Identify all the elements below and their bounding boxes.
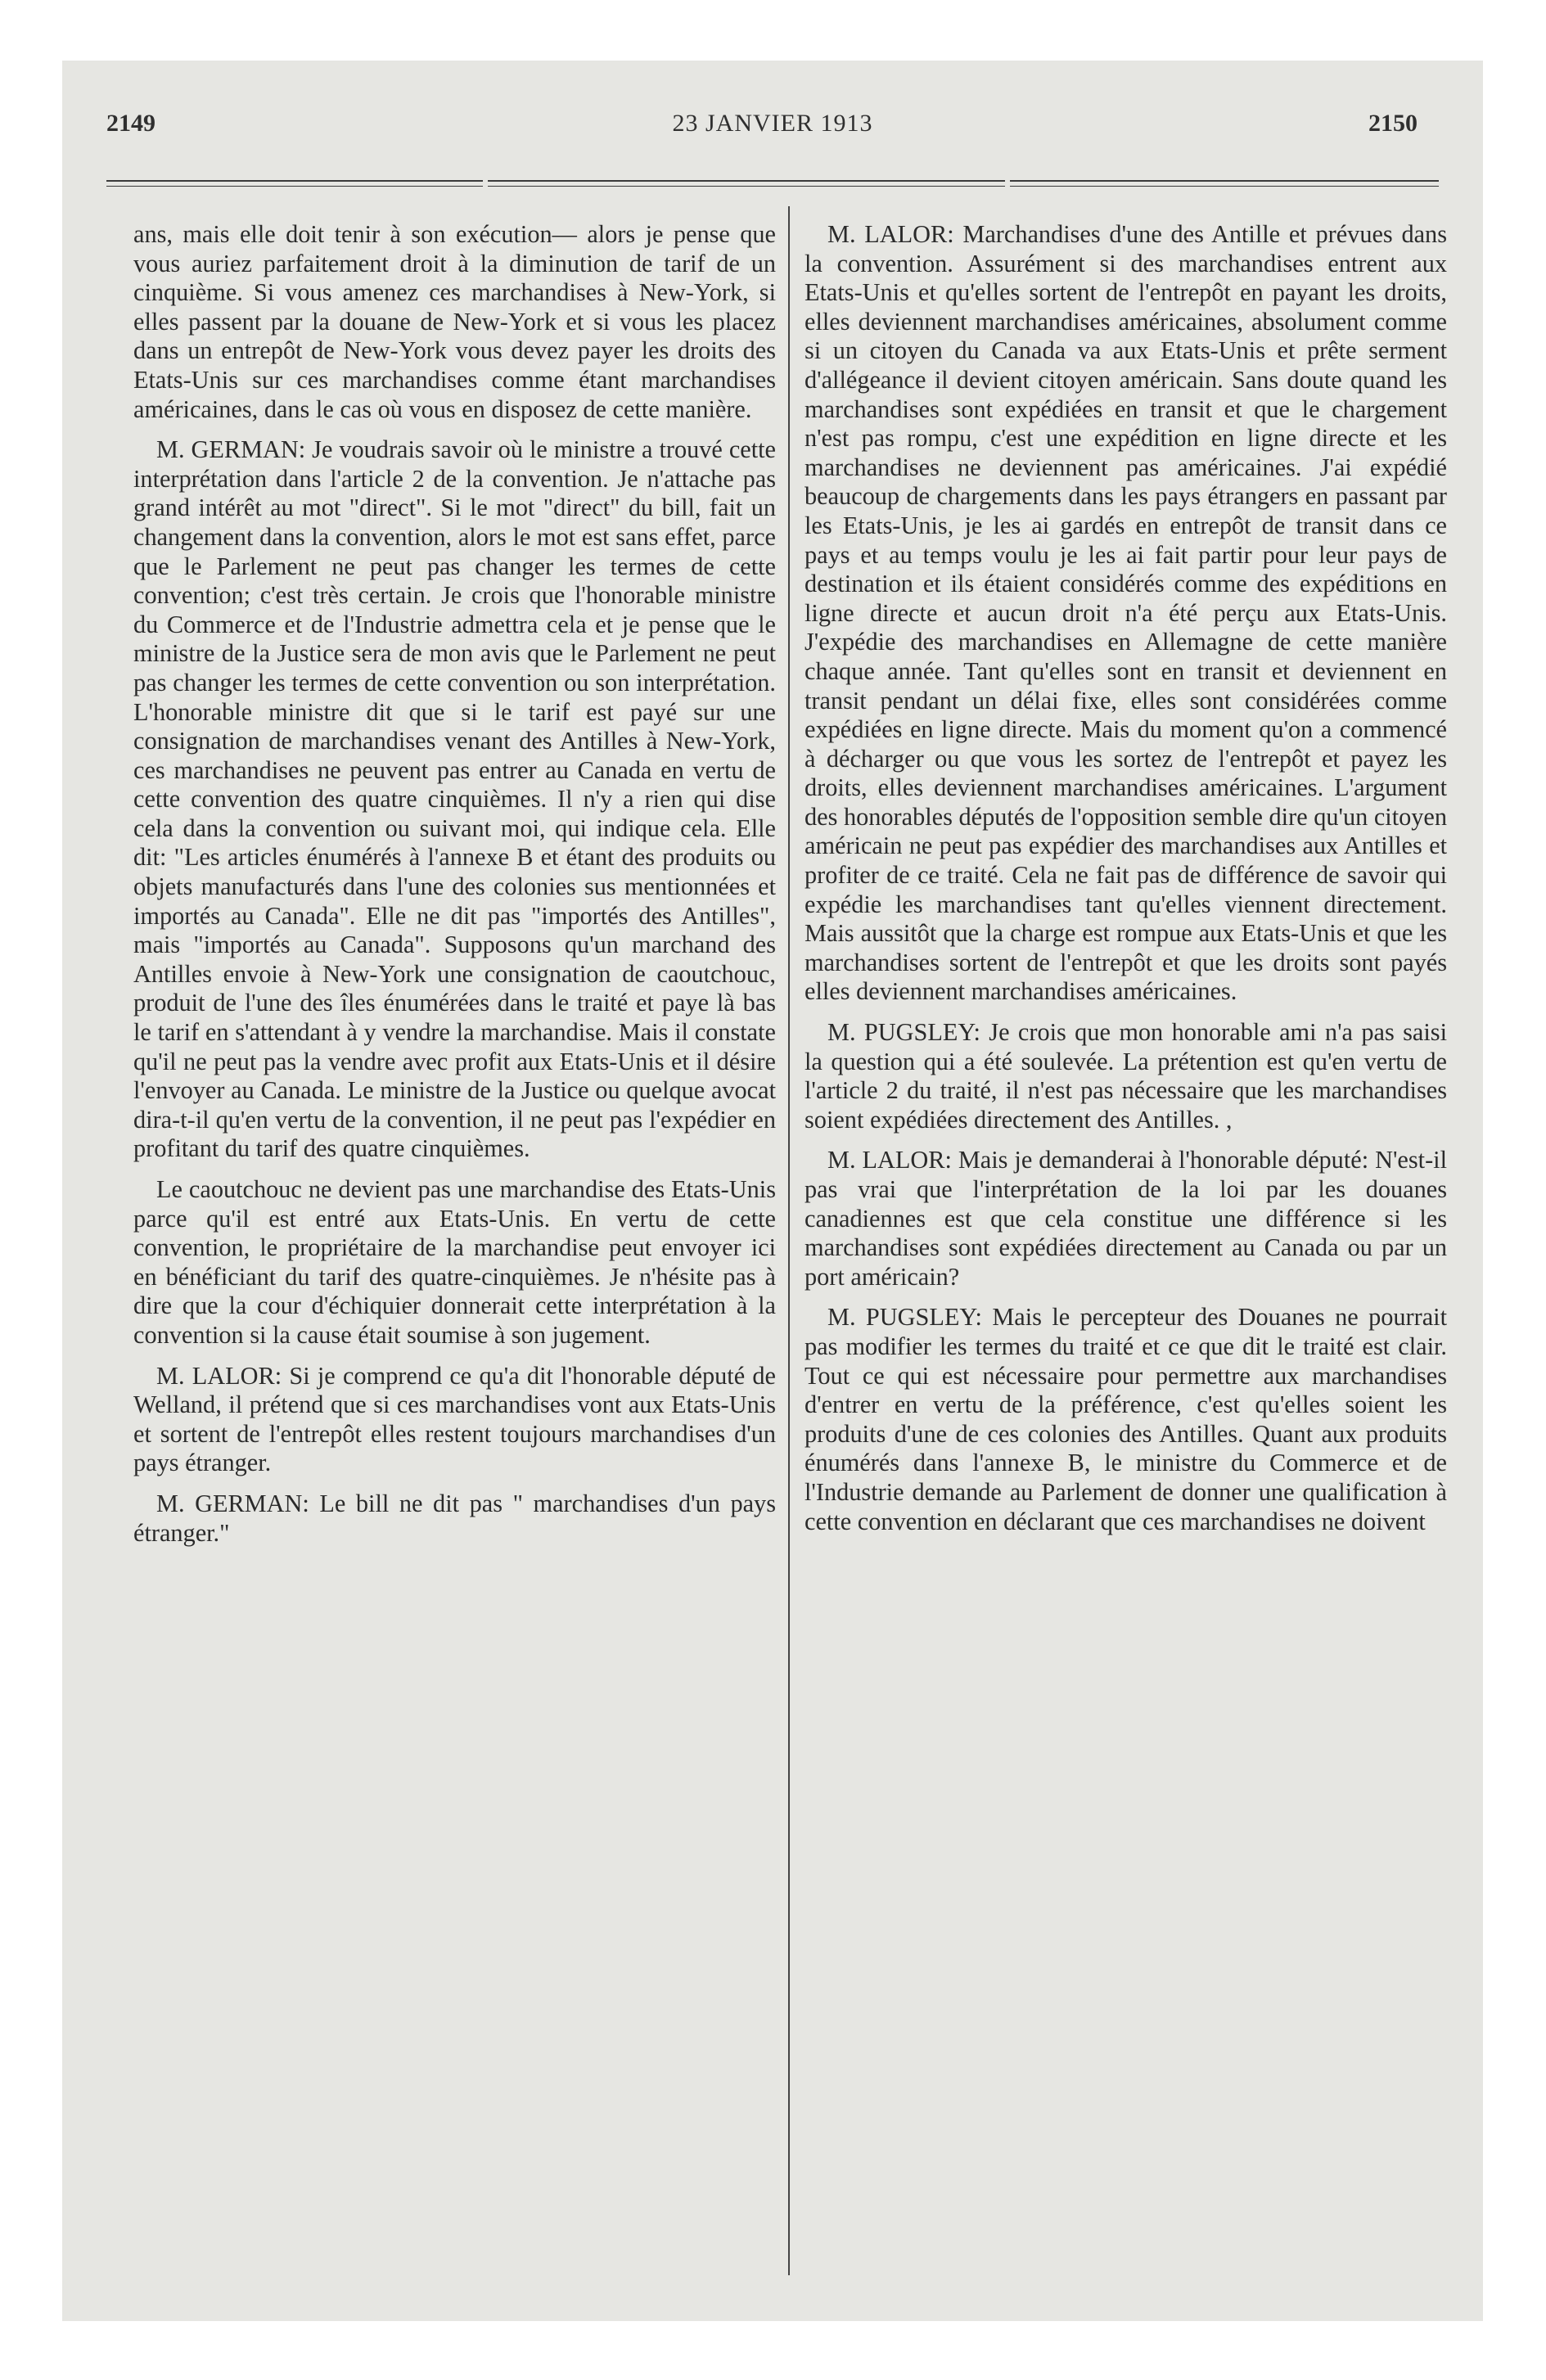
header-rule-middle xyxy=(488,180,1005,182)
page-header xyxy=(62,110,1483,151)
paragraph: M. LALOR: Marchandises d'une des Antille et prévues dans la convention. Assurément si des marchandises entrent aux Etats-Unis et qu'elles sortent de l'entrepôt en payant les droits, elles deviennent marchandises américaines, absolument comme si un citoyen du Canada va aux Etats-Unis et prête serment d'allégeance il devient citoyen américain. Sans doute quand les marchandises sont expédiées en transit et que le chargement n'est pas rompu, c'est une expédition en ligne directe et les marchandises ne deviennent pas américaines. J'ai expédié beaucoup de chargements dans les pays étrangers en passant par les Etats-Unis, je les ai gardés en entrepôt de transit dans ce pays et au temps voulu je les ai fait partir pour leur pays de destination et ils étaient considérés comme des expéditions en ligne directe et aucun droit n'a été perçu aux Etats-Unis. J'expédie des marchandises en Allemagne de cette manière chaque année. Tant qu'elles sont en transit et deviennent en transit pendant un délai fixe, elles sont considérées comme expédiées en ligne directe. Mais du moment qu'on a commencé à décharger ou que vous les sortez de l'entrepôt et payez les droits, elles deviennent marchandises américaines. L'argument des honorables députés de l'opposition semble dire qu'un citoyen américain ne peut pas expédier des marchandises aux Antilles et profiter de ce traité. Cela ne fait pas de différence de savoir qui expédie les marchandises tant qu'elles viennent directement. Mais aussitôt que la charge est rompue aux Etats-Unis et que les marchandises sortent de l'entrepôt et que les droits sont payés elles deviennent marchandises américaines. xyxy=(805,220,1448,1006)
paragraph: M. PUGSLEY: Mais le percepteur des Douanes ne pourrait pas modifier les termes du traité et ce que dit le traité est clair. Tout ce qui est nécessaire pour permettre aux marchandises d'entrer en vertu de la préférence, c'est qu'elles soient les produits d'une de ces colonies des Antilles. Quant aux produits énumérés dans l'annexe B, le ministre du Commerce et de l'Industrie demande au Parlement de donner une qualification à cette convention en déclarant que ces marchandises ne doivent xyxy=(805,1303,1447,1535)
scanned-page xyxy=(62,61,1483,2321)
paragraph: M. LALOR: Si je comprend ce qu'a dit l'honorable député de Welland, il prétend que si ces marchandises vont aux Etats-Unis et sortent de l'entrepôt elles restent toujours marchandises d'un pays étranger. xyxy=(133,1361,776,1477)
header-rule-right-thin xyxy=(1010,186,1439,187)
left-column xyxy=(133,220,776,1559)
page-date: 23 JANVIER 1913 xyxy=(672,110,873,137)
page-number-left: 2149 xyxy=(106,110,156,137)
paragraph: ans, mais elle doit tenir à son exécution— alors je pense que vous auriez parfaitement droit à la diminution de tarif de un cinquième. Si vous amenez ces marchandises à New-York, si elles passent par la douane de New-York et si vous les placez dans un entrepôt de New-York vous devez payer les droits des Etats-Unis sur ces marchandises comme étant marchandises américaines, dans le cas où vous en disposez de cette manière. xyxy=(133,220,776,423)
column-divider xyxy=(788,206,790,2275)
paragraph: M. GERMAN: Le bill ne dit pas " marchandises d'un pays étranger." xyxy=(133,1489,776,1547)
paragraph: M. PUGSLEY: Je crois que mon honorable ami n'a pas saisi la question qui a été soulevée. La prétention est qu'en vertu de l'article 2 du traité, il n'est pas nécessaire que les marchandises soient expédiées directement des Antilles. , xyxy=(805,1018,1447,1134)
header-rule-left xyxy=(106,180,483,182)
paragraph: Le caoutchouc ne devient pas une marchandise des Etats-Unis parce qu'il est entré aux Etats-Unis. En vertu de cette convention, le propriétaire de la marchandise peut envoyer ici en bénéficiant du tarif des quatre-cinquièmes. Je n'hésite pas à dire que la cour d'échiquier donnerait cette interprétation à la convention si la cause était soumise à son jugement. xyxy=(133,1175,776,1349)
right-column xyxy=(805,220,1447,1548)
page-number-right: 2150 xyxy=(1368,110,1418,137)
header-rule-middle-thin xyxy=(488,186,1005,187)
paragraph: M. LALOR: Mais je demanderai à l'honorable député: N'est-il pas vrai que l'interprétation de la loi par les douanes canadiennes est que cela constitue une différence si les marchandises sont expédiées directement au Canada ou par un port américain? xyxy=(805,1146,1447,1291)
header-rule-right xyxy=(1010,180,1439,182)
paragraph: M. GERMAN: Je voudrais savoir où le ministre a trouvé cette interprétation dans l'article 2 de la convention. Je n'attache pas grand intérêt au mot "direct". Si le mot "direct" du bill, fait un changement dans la convention, alors le mot est sans effet, parce que le Parlement ne peut pas changer les termes de cette convention; c'est très certain. Je crois que l'honorable ministre du Commerce et de l'Industrie admettra cela et je pense que le ministre de la Justice sera de mon avis que le Parlement ne peut pas changer les termes de cette convention ou son interprétation. L'honorable ministre dit que si le tarif est payé sur une consignation de marchandises venant des Antilles à New-York, ces marchandises ne peuvent pas entrer au Canada en vertu de cette convention des quatre cinquièmes. Il n'y a rien qui dise cela dans la convention ou suivant moi, qui indique cela. Elle dit: "Les articles énumérés à l'annexe B et étant des produits ou objets manufacturés dans l'une des colonies sus mentionnées et importés au Canada". Elle ne dit pas "importés des Antilles", mais "importés au Canada". Supposons qu'un marchand des Antilles envoie à New-York une consignation de caoutchouc, produit de l'une des îles énumérées dans le traité et paye là bas le tarif en s'attendant à y vendre la marchandise. Mais il constate qu'il ne peut pas la vendre avec profit aux Etats-Unis et il désire l'envoyer au Canada. Le ministre de la Justice ou quelque avocat dira-t-il qu'en vertu de la convention, il ne peut pas l'expédier en profitant du tarif des quatre cinquièmes. xyxy=(133,435,776,1163)
header-rule-left-thin xyxy=(106,186,483,187)
